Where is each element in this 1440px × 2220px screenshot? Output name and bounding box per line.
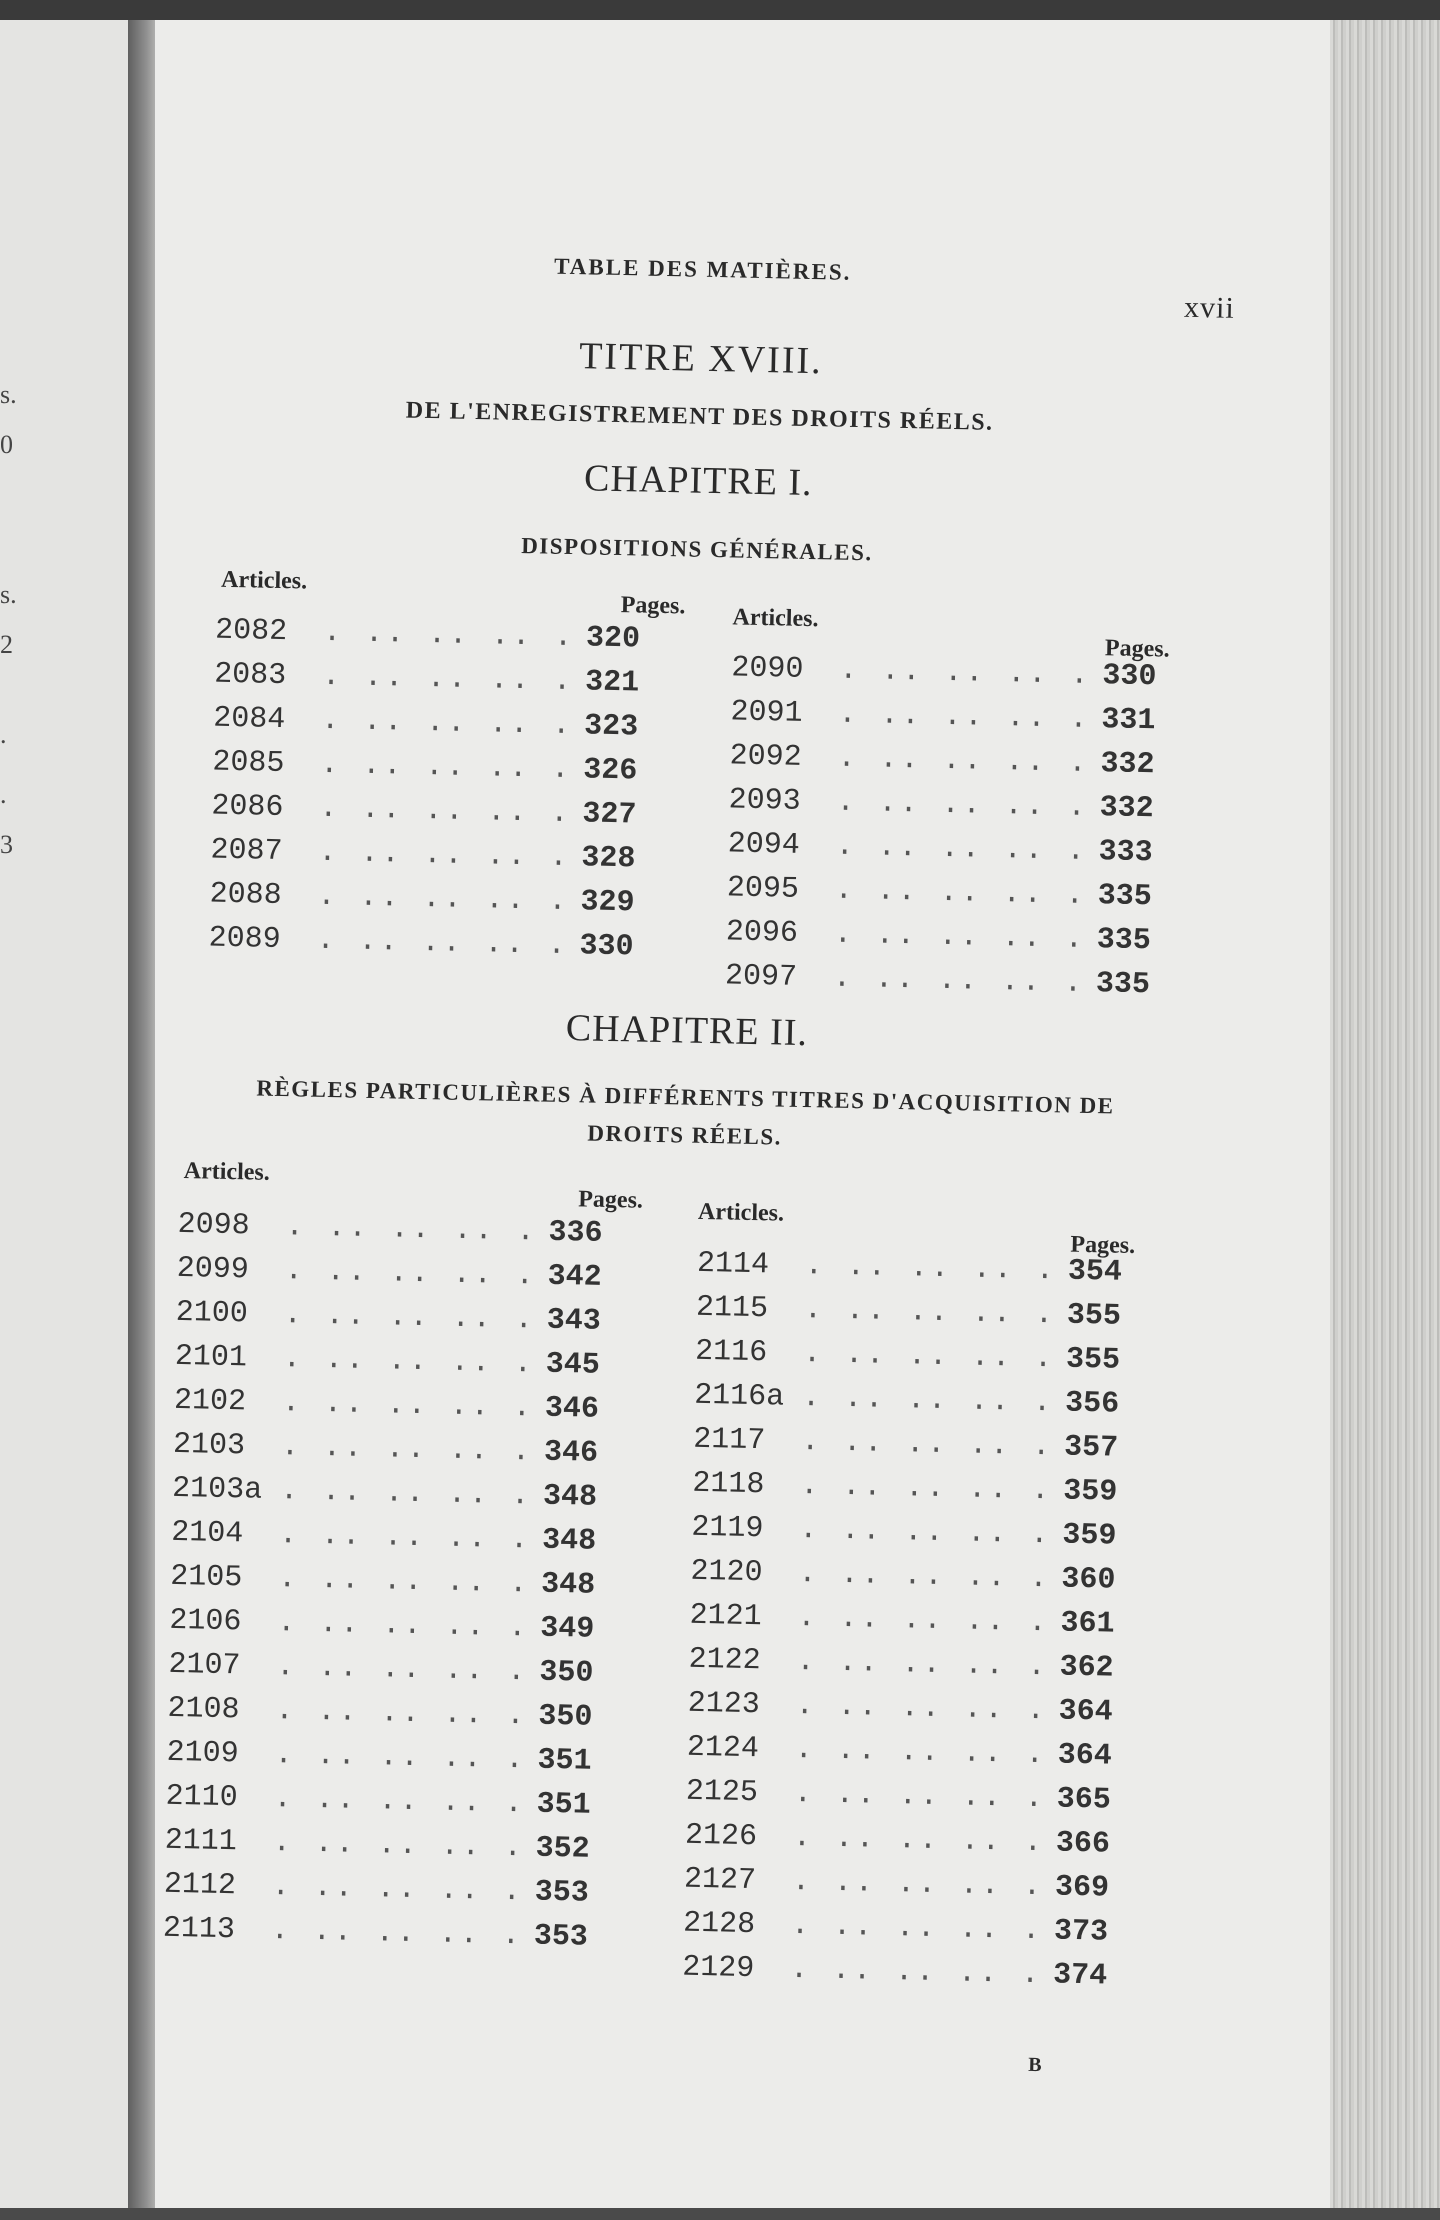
article-number: 2097 [724, 959, 798, 995]
chapter-2-heading: CHAPITRE II. [565, 1007, 809, 1055]
fragment: 0 [0, 430, 13, 459]
page-reference: 333 [1098, 835, 1154, 871]
toc-entry [162, 1912, 588, 1965]
article-number: 2090 [731, 651, 804, 687]
dot-leader [794, 1733, 1052, 1772]
articles-column-head: Articles. [732, 604, 819, 633]
article-number: 2124 [686, 1730, 760, 1767]
previous-page-edge [0, 20, 135, 2208]
article-number: 2118 [692, 1466, 765, 1503]
articles-column-head: Articles. [220, 566, 308, 595]
page-reference: 350 [539, 1655, 594, 1691]
dot-leader [804, 1293, 1062, 1332]
page-reference: 330 [1101, 659, 1157, 695]
chapter-1-subtitle: DISPOSITIONS GÉNÉRALES. [520, 532, 873, 566]
page-reference: 356 [1064, 1386, 1120, 1422]
dot-leader [321, 704, 579, 743]
page-content [132, 8, 1353, 2220]
article-number: 2088 [209, 877, 282, 914]
article-number: 2092 [729, 739, 802, 775]
article-number: 2116 [694, 1334, 768, 1371]
page-reference: 331 [1101, 703, 1156, 739]
page-reference: 329 [580, 885, 635, 921]
page-reference: 353 [533, 1919, 589, 1955]
dot-leader [284, 1254, 542, 1293]
page-reference: 354 [1067, 1254, 1123, 1290]
page-reference: 321 [584, 665, 640, 701]
article-number: 2083 [213, 657, 287, 694]
page-reference: 348 [541, 1523, 597, 1559]
dot-leader [802, 1381, 1060, 1420]
signature-mark: B [1028, 2053, 1042, 2077]
article-number: 2087 [210, 833, 283, 870]
chapter-2-right-list [682, 1247, 1123, 2004]
pages-column-head: Pages. [1070, 1231, 1136, 1259]
page-reference: 360 [1061, 1562, 1116, 1598]
page-reference: 364 [1058, 1694, 1114, 1730]
article-number: 2112 [163, 1867, 237, 1904]
dot-leader [836, 786, 1094, 825]
titre-heading: TITRE XVIII. [578, 335, 824, 383]
dot-leader [271, 1870, 529, 1909]
article-number: 2100 [175, 1295, 249, 1332]
article-number: 2127 [683, 1862, 757, 1899]
article-number: 2107 [168, 1647, 241, 1684]
pages-column-head: Pages. [578, 1186, 644, 1214]
dot-leader [792, 1865, 1050, 1904]
dot-leader [798, 1557, 1056, 1596]
dot-leader [319, 792, 577, 831]
page-reference: 359 [1061, 1518, 1117, 1554]
article-number: 2113 [162, 1911, 236, 1948]
toc-entry [208, 922, 634, 975]
article-number: 2128 [682, 1906, 756, 1943]
dot-leader [795, 1689, 1053, 1728]
article-number: 2095 [726, 871, 800, 907]
page-reference: 369 [1054, 1870, 1110, 1906]
dot-leader [797, 1601, 1055, 1640]
page-reference: 342 [547, 1259, 603, 1295]
article-number: 2110 [165, 1779, 239, 1816]
article-number: 2115 [695, 1290, 769, 1327]
dot-leader [316, 924, 574, 963]
page-reference: 359 [1062, 1474, 1118, 1510]
article-number: 2094 [727, 827, 801, 863]
fragment: . [0, 720, 7, 749]
dot-leader [833, 962, 1091, 1001]
page-reference: 328 [581, 841, 636, 877]
article-number: 2096 [725, 915, 799, 951]
dot-leader [801, 1425, 1059, 1464]
page-reference: 350 [538, 1699, 593, 1735]
article-number: 2122 [688, 1642, 762, 1679]
fragment: s. [0, 580, 17, 609]
dot-leader [275, 1694, 533, 1733]
toc-entry [682, 1951, 1108, 2004]
chapter-2-subtitle-line-1: RÈGLES PARTICULIÈRES À DIFFÉRENTS TITRES D'ACQUISITION DE [256, 1075, 1115, 1119]
article-number: 2105 [169, 1559, 243, 1596]
page-reference: 332 [1099, 791, 1154, 827]
dot-leader [285, 1210, 543, 1249]
dot-leader [272, 1826, 530, 1865]
fragment: 2 [0, 630, 13, 659]
article-number: 2123 [687, 1686, 761, 1723]
page-reference: 335 [1097, 879, 1153, 915]
article-number: 2093 [728, 783, 802, 819]
page-reference: 373 [1053, 1914, 1109, 1950]
article-number: 2103 [172, 1427, 246, 1464]
dot-leader [834, 874, 1092, 913]
dot-leader [835, 830, 1093, 869]
dot-leader [839, 654, 1097, 693]
dot-leader [791, 1909, 1049, 1948]
dot-leader [318, 836, 576, 875]
dot-leader [271, 1914, 529, 1953]
articles-column-head: Articles. [697, 1198, 785, 1227]
article-number: 2098 [177, 1207, 251, 1244]
page-reference: 343 [546, 1303, 602, 1339]
article-number: 2086 [211, 789, 284, 826]
chapter-1-left-list [208, 614, 640, 975]
dot-leader [273, 1782, 531, 1821]
page-reference: 332 [1100, 747, 1155, 783]
dot-leader [281, 1430, 539, 1469]
page-reference: 364 [1057, 1738, 1113, 1774]
dot-leader [794, 1777, 1052, 1816]
chapter-2-subtitle-line-2: DROITS RÉELS. [587, 1120, 783, 1150]
fragment: s. [0, 380, 17, 409]
article-number: 2121 [689, 1598, 762, 1635]
article-number: 2099 [176, 1251, 250, 1288]
page-reference: 374 [1052, 1958, 1108, 1994]
dot-leader [796, 1645, 1054, 1684]
dot-leader [799, 1513, 1057, 1552]
dot-leader [323, 616, 581, 655]
dot-leader [274, 1738, 532, 1777]
page-reference: 348 [542, 1479, 598, 1515]
article-number: 2085 [212, 745, 285, 782]
article-number: 2102 [173, 1383, 247, 1420]
page-reference: 323 [583, 709, 639, 745]
dot-leader [793, 1821, 1051, 1860]
page-reference: 351 [537, 1743, 592, 1779]
page-reference: 362 [1059, 1650, 1114, 1686]
page-reference: 320 [585, 621, 641, 657]
fragment: . [0, 780, 7, 809]
article-number: 2082 [214, 613, 288, 650]
article-number: 2125 [685, 1774, 759, 1811]
article-number: 2103a [171, 1471, 263, 1508]
dot-leader [317, 880, 575, 919]
article-number: 2089 [208, 921, 282, 958]
page-reference: 361 [1060, 1606, 1115, 1642]
page-reference: 348 [540, 1567, 596, 1603]
article-number: 2120 [690, 1554, 763, 1591]
dot-leader [800, 1469, 1058, 1508]
article-number: 2126 [684, 1818, 758, 1855]
page-reference: 349 [539, 1611, 595, 1647]
page-reference: 346 [543, 1435, 599, 1471]
article-number: 2108 [167, 1691, 240, 1728]
pages-column-head: Pages. [620, 592, 686, 620]
chapter-1-right-list [724, 651, 1156, 1012]
article-number: 2111 [164, 1823, 238, 1860]
dot-leader [277, 1606, 535, 1645]
fragment: 3 [0, 830, 13, 859]
page-reference: 335 [1096, 923, 1152, 959]
chapter-1-heading: CHAPITRE I. [583, 457, 814, 505]
article-number: 2084 [212, 701, 286, 738]
page-reference: 365 [1056, 1782, 1112, 1818]
article-number: 2129 [681, 1950, 755, 1987]
pages-column-head: Pages. [1104, 635, 1170, 663]
page-reference: 351 [536, 1787, 591, 1823]
page-reference: 355 [1065, 1342, 1121, 1378]
dot-leader [278, 1562, 536, 1601]
article-number: 2116a [693, 1378, 785, 1415]
dot-leader [837, 742, 1095, 781]
article-number: 2091 [730, 695, 803, 731]
article-number: 2106 [169, 1603, 242, 1640]
page-reference: 353 [534, 1875, 590, 1911]
page-reference: 345 [545, 1347, 601, 1383]
page-reference: 336 [548, 1215, 603, 1251]
dot-leader [834, 918, 1092, 957]
document-page [155, 20, 1330, 2208]
page-reference: 327 [581, 797, 637, 833]
page-reference: 352 [535, 1831, 591, 1867]
dot-leader [320, 748, 578, 787]
page-number: xvii [1183, 290, 1236, 325]
page-reference: 355 [1066, 1298, 1122, 1334]
article-number: 2101 [174, 1339, 248, 1376]
dot-leader [283, 1342, 541, 1381]
article-number: 2119 [691, 1510, 764, 1547]
dot-leader [280, 1474, 538, 1513]
page-reference: 335 [1095, 967, 1151, 1003]
article-number: 2114 [696, 1246, 770, 1283]
dot-leader [276, 1650, 534, 1689]
article-number: 2104 [170, 1515, 244, 1552]
dot-leader [790, 1953, 1048, 1992]
dot-leader [803, 1337, 1061, 1376]
articles-column-head: Articles. [183, 1158, 271, 1186]
titre-subtitle: DE L'ENREGISTREMENT DES DROITS RÉELS. [405, 397, 994, 436]
toc-entry [724, 959, 1150, 1012]
dot-leader [322, 660, 580, 699]
article-number: 2117 [692, 1422, 766, 1459]
article-number: 2109 [166, 1735, 239, 1772]
book-page-edges [1330, 20, 1440, 2208]
page-reference: 326 [582, 753, 638, 789]
page-reference: 357 [1063, 1430, 1119, 1466]
dot-leader [283, 1298, 541, 1337]
chapter-2-left-list [162, 1208, 603, 1965]
dot-leader [282, 1386, 540, 1425]
page-reference: 330 [579, 929, 634, 965]
page-reference: 346 [544, 1391, 600, 1427]
running-head: TABLE DES MATIÈRES. [553, 253, 852, 285]
dot-leader [838, 698, 1096, 737]
dot-leader [279, 1518, 537, 1557]
dot-leader [805, 1249, 1063, 1288]
page-reference: 366 [1055, 1826, 1111, 1862]
